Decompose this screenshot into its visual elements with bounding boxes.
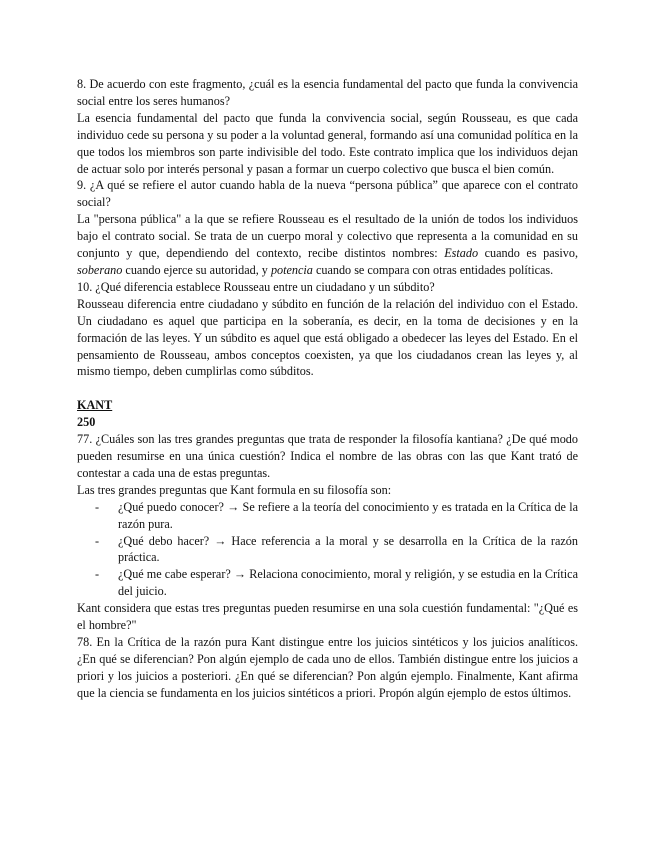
answer-77-intro: Las tres grandes preguntas que Kant formula en su filosofía son: — [77, 482, 392, 497]
answer-8: La esencia fundamental del pacto que funda la convivencia social, según Rousseau, es que cada individuo cede su persona y su poder a la voluntad general, formando así una comunidad política en la que todos los miembros son parte indivisible del todo. Este contrato implica que los individuos dejan de actuar solo por interés personal y pasan a formar un cuerpo colectivo que busca el bien común. — [77, 110, 578, 176]
question-78: 78. En la Crítica de la razón pura Kant distingue entre los juicios sintéticos y los juicios analíticos. ¿En qué se diferencian? Pon algún ejemplo de cada uno de ellos. También distingue entre los juicios a priori y los juicios a posteriori. ¿En qué se diferencian? Pon algún ejemplo. Finalmente, Kant afirma que la ciencia se fundamenta en los juicios sintéticos a priori. Propón algún ejemplo de estos últimos. — [77, 635, 578, 700]
answer-9-end: cuando se compara con otras entidades políticas. — [312, 262, 554, 277]
answer-10: Rousseau diferencia entre ciudadano y súbdito en función de la relación del individuo con el Estado. Un ciudadano es aquel que participa en la soberanía, es decir, en la toma de decisiones y en la formación de las leyes. Y un súbdito es aquel que está obligado a obedecer las leyes del Estado. En el pensamiento de Rousseau, ambos conceptos coexisten, ya que los ciudadanos crean las leyes y, al mismo tiempo, deben cumplirlas como súbditos. — [77, 296, 578, 379]
list-item-text: ¿Qué me cabe esperar? → Relaciona conocimiento, moral y religión, y se estudia en la Crítica del juicio. — [118, 567, 578, 599]
question-10: 10. ¿Qué diferencia establece Rousseau entre un ciudadano y un súbdito? — [77, 279, 435, 294]
list-item — [77, 499, 578, 533]
answer-9-start: La "persona pública" a la que se refiere Rousseau es el resultado de la unión de todos los individuos bajo el contrato social. Se trata de un cuerpo moral y colectivo que representa a la comunidad en su conjunto y que, dependiendo del contexto, recibe distintos nombres: — [77, 212, 578, 261]
answer-9-mid1: cuando es pasivo, — [478, 246, 579, 261]
term-soberano: soberano — [77, 262, 123, 277]
page-number: 250 — [77, 415, 96, 430]
kant-questions-list — [77, 499, 578, 600]
document-page — [77, 76, 578, 702]
list-bullet: - — [95, 567, 100, 582]
term-potencia: potencia — [270, 262, 313, 277]
question-9: 9. ¿A qué se refiere el autor cuando habla de la nueva “persona pública” que aparece con el contrato social? — [77, 178, 578, 210]
answer-77-conclusion: Kant considera que estas tres preguntas pueden resumirse en una sola cuestión fundamental: "¿Qué es el hombre?" — [77, 601, 578, 633]
list-item-text: ¿Qué debo hacer? → Hace referencia a la moral y se desarrolla en la Crítica de la razón práctica. — [118, 533, 578, 565]
answer-9 — [77, 211, 578, 279]
question-77: 77. ¿Cuáles son las tres grandes preguntas que trata de responder la filosofía kantiana? ¿De qué modo pueden resumirse en una única cuestión? Indica el nombre de las obras con las que Kant trató de contestar a cada una de estas preguntas. — [77, 432, 578, 480]
list-bullet: - — [95, 533, 100, 548]
term-estado: Estado — [444, 246, 479, 261]
section-gap — [77, 380, 578, 397]
list-bullet: - — [95, 499, 100, 514]
section-heading-kant: KANT — [77, 398, 113, 413]
answer-9-mid2: cuando ejerce su autoridad, y — [122, 262, 271, 277]
list-item — [77, 533, 578, 567]
list-item-text: ¿Qué puedo conocer? → Se refiere a la teoría del conocimiento y es tratada en la Crítica de la razón pura. — [118, 499, 578, 531]
list-item — [77, 566, 578, 600]
question-8: 8. De acuerdo con este fragmento, ¿cuál es la esencia fundamental del pacto que funda la convivencia social entre los seres humanos? — [77, 77, 578, 108]
